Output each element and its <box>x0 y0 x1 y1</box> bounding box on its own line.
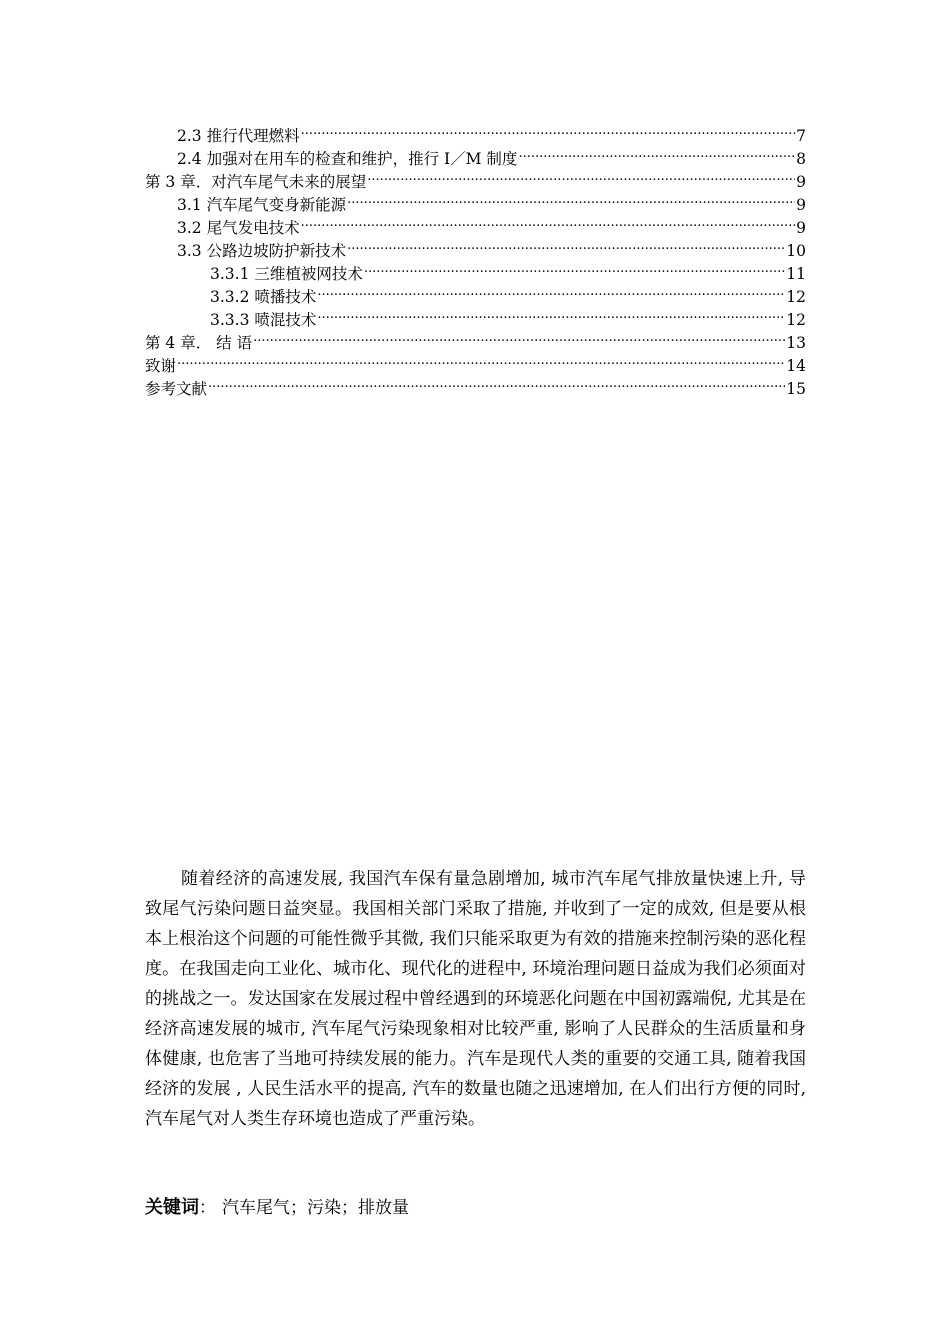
toc-entry-title: 3.3.2 喷播技术 <box>210 288 317 306</box>
toc-entry-title: 致谢 <box>145 357 177 375</box>
table-of-contents <box>145 118 806 398</box>
toc-dot-leader <box>347 187 795 210</box>
toc-page-number: 12 <box>786 311 806 329</box>
toc-page-number: 14 <box>786 357 806 375</box>
toc-page-number: 13 <box>786 334 806 352</box>
toc-dot-leader <box>347 233 785 256</box>
toc-dot-leader <box>317 302 785 325</box>
toc-entry-title: 3.3.3 喷混技术 <box>210 311 317 329</box>
toc-dot-leader <box>253 325 785 348</box>
toc-dot-leader <box>301 210 796 233</box>
toc-entry-title: 第 3 章．对汽车尾气未来的展望 <box>145 173 367 191</box>
toc-entry-title: 3.1 汽车尾气变身新能源 <box>177 196 347 214</box>
toc-dot-leader <box>208 371 785 394</box>
abstract-section <box>145 864 806 1134</box>
toc-dot-leader <box>177 348 785 371</box>
toc-dot-leader <box>301 118 796 141</box>
toc-dot-leader <box>367 164 795 187</box>
toc-page-number: 8 <box>796 150 806 168</box>
toc-dot-leader <box>317 279 785 302</box>
toc-entry[interactable] <box>145 371 806 398</box>
toc-page-number: 11 <box>786 265 806 283</box>
toc-dot-leader <box>518 141 795 164</box>
toc-entry-title: 3.3.1 三维植被网技术 <box>210 265 363 283</box>
keywords-label: 关键词 <box>145 1197 199 1218</box>
keywords-line <box>145 1194 806 1222</box>
toc-page-number: 10 <box>786 242 806 260</box>
toc-page-number: 7 <box>796 127 806 145</box>
keywords-separator: ： <box>199 1198 216 1218</box>
toc-entry-title: 3.3 公路边坡防护新技术 <box>177 242 347 260</box>
toc-page-number: 9 <box>796 219 806 237</box>
toc-entry[interactable] <box>145 118 806 145</box>
toc-entry[interactable] <box>145 348 806 375</box>
toc-page-number: 15 <box>786 380 806 398</box>
toc-entry-title: 2.3 推行代理燃料 <box>177 127 300 145</box>
toc-entry-title: 3.2 尾气发电技术 <box>177 219 300 237</box>
toc-entry-title: 参考文献 <box>145 380 208 398</box>
toc-entry-title: 2.4 加强对在用车的检查和维护，推行 I／M 制度 <box>177 150 518 168</box>
toc-dot-leader <box>364 256 785 279</box>
toc-page-number: 9 <box>796 173 806 191</box>
abstract-paragraph: 随着经济的高速发展, 我国汽车保有量急剧增加, 城市汽车尾气排放量快速上升, 导致尾气污染问题日益突显。我国相关部门采取了措施, 并收到了一定的成效, 但是要从根本上根治这个问题的可能性微乎其微, 我们只能采取更为有效的措施来控制污染的恶化程度。在我国走向工业化、城市化、现代化的进程中, 环境治理问题日益成为我们必须面对的挑战之一。发达国家在发展过程中曾经遇到的环境恶化问题在中国初露端倪, 尤其是在经济高速发展的城市, 汽车尾气污染现象相对比较严重, 影响了人民群众的生活质量和身体健康, 也危害了当地可持续发展的能力。汽车是现代人类的重要的交通工具, 随着我国经济的发展 , 人民生活水平的提高, 汽车的数量也随之迅速增加, 在人们出行方便的同时, 汽车尾气对人类生存环境也造成了严重污染。 <box>145 869 806 1129</box>
toc-entry-title: 第 4 章． 结 语 <box>145 334 253 352</box>
toc-page-number: 9 <box>796 196 806 214</box>
keywords-text: 汽车尾气；污染；排放量 <box>222 1198 409 1218</box>
toc-page-number: 12 <box>786 288 806 306</box>
